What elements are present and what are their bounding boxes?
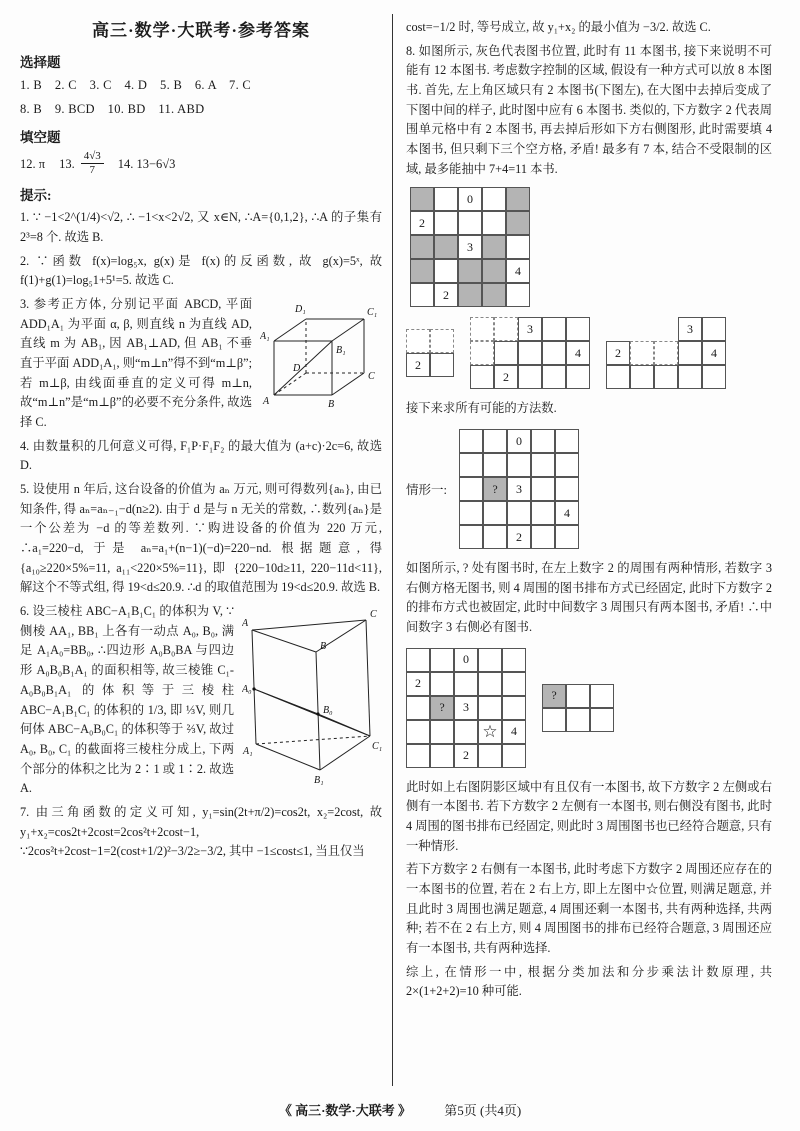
cube-label-b1: B₁ bbox=[336, 345, 346, 357]
grid-cell bbox=[555, 525, 579, 549]
footer-page-number: 第5页 (共4页) bbox=[444, 1103, 522, 1118]
grid-cell bbox=[483, 429, 507, 453]
solution-item-1: 1. ∵ −1<2^(1/4)<√2, ∴ −1<x<2√2, 又 x∈N, ∴A={0,1,2}, ∴A 的子集有 2³=8 个. 故选 B. bbox=[20, 210, 382, 245]
cube-label-c1: C₁ bbox=[367, 307, 378, 319]
left-column bbox=[20, 14, 392, 1086]
grid-cell: 2 bbox=[406, 672, 430, 696]
grid-cell bbox=[566, 708, 590, 732]
grid-cell bbox=[531, 453, 555, 477]
grid-cell bbox=[531, 477, 555, 501]
grid-cell: 3 bbox=[518, 317, 542, 341]
grid-cell: ? bbox=[542, 684, 566, 708]
grid-cell bbox=[482, 235, 506, 259]
grid-cell bbox=[542, 341, 566, 365]
grid-cell bbox=[483, 453, 507, 477]
puzzle-grid-case1 bbox=[459, 429, 579, 549]
solution-item-3 bbox=[20, 295, 382, 433]
grid-cell bbox=[410, 283, 434, 307]
grid-cell bbox=[531, 501, 555, 525]
grid-cell bbox=[434, 187, 458, 211]
grid-cell bbox=[482, 283, 506, 307]
grid-cell bbox=[502, 696, 526, 720]
grid-cell: 4 bbox=[506, 259, 530, 283]
grid-cell bbox=[507, 501, 531, 525]
grid-cell bbox=[506, 235, 530, 259]
grid-cell bbox=[702, 365, 726, 389]
cube-label-d: D bbox=[293, 363, 301, 375]
grid-cell bbox=[702, 317, 726, 341]
grid-cell: 4 bbox=[566, 341, 590, 365]
grid-cell bbox=[482, 187, 506, 211]
section-heading-blank: 填空题 bbox=[20, 130, 61, 145]
grid-cell: 3 bbox=[507, 477, 531, 501]
solution-item-4: 4. 由数量积的几何意义可得, F₁P·F₁F₂ 的最大值为 (a+c)·2c=6, 故选 D. bbox=[20, 438, 382, 473]
prism-label-a: A bbox=[242, 618, 249, 630]
conclusion-paragraph: 综上, 在情形一中, 根据分类加法和分步乘法计数原理, 共 2×(1+2+2)=10 种可能. bbox=[406, 964, 772, 999]
puzzle-grid-shaded-region bbox=[542, 684, 614, 732]
grid-cell bbox=[542, 365, 566, 389]
blank-answers-row bbox=[20, 150, 382, 177]
section-heading-hint: 提示: bbox=[20, 188, 52, 204]
grid-cell bbox=[406, 329, 430, 353]
grid-cell bbox=[430, 720, 454, 744]
grid-cell bbox=[459, 429, 483, 453]
solution-item-2: 2. ∵函数 f(x)=log₅x, g(x)是 f(x)的反函数, 故 g(x)=5ˣ, 故 f(1)+g(1)=log₅1+5¹=5. 故选 C. bbox=[20, 253, 382, 288]
grid-cell bbox=[494, 341, 518, 365]
grid-cell bbox=[459, 525, 483, 549]
cube-label-b: B bbox=[328, 399, 335, 410]
grid-cell bbox=[566, 317, 590, 341]
grid-cell: ☆ bbox=[478, 720, 502, 744]
grid-cell bbox=[482, 259, 506, 283]
right-side-analysis: 若下方数字 2 右侧有一本图书, 此时考虑下方数字 2 周围还应存在的一本图书的位置, 若在 2 右上方, 即上左图中☆位置, 则满足题意, 并且此时 3 周围也满足题意, 4 周围还剩一本图书, 共有两种选择, 共两种; 若不在 2 右上方, 则 4 周围图书的排布已经符合题意, 3 周围还应有一本图书, 共有两种选择. bbox=[406, 862, 772, 956]
grid-cell bbox=[470, 341, 494, 365]
grid-cell bbox=[430, 329, 454, 353]
grid-cell: 2 bbox=[410, 211, 434, 235]
grid-cell bbox=[458, 283, 482, 307]
solution-item-7: 7. 由三角函数的定义可知, y₁=sin(2t+π/2)=cos2t, x₂=2cost, 故 y₁+x₂=cos2t+2cost=2cos²t+2cost−1, ∵2cos²t+2cost−1=2(cost+1/2)²−3/2≥−3/2, 其中 −1≤cost≤1, 当且仅当 bbox=[20, 804, 382, 859]
grid-cell bbox=[555, 453, 579, 477]
answer-13-label: 13. bbox=[59, 156, 75, 171]
answer-14: 14. 13−6√3 bbox=[117, 156, 176, 171]
puzzle-main-figure bbox=[410, 187, 772, 307]
grid-cell bbox=[518, 341, 542, 365]
solution-item-6-text: 6. 设三棱柱 ABC−A₁B₁C₁ 的体积为 V, ∵侧棱 AA₁, BB₁ 上各有一动点 A₀, B₀, 满足 A₁A₀=BB₀, ∴四边形 A₀B₀BA 与四边形 A₀B₀B₁A₁ 的面积相等, 故三棱锥 C₁-A₀B₀B₁A₁ 的体积等于三棱柱 ABC−A₁B₁C₁ 的体积的 1/3, 即 ⅓V, 则几何体 ABC−A₀B₀C₁ 的体积等于 ⅔V, 故过 A₀, B₀, C₁ 的截面将三棱柱分成上, 下两个部分的体积之比为 2∶1 或 1∶2. 故选 A. bbox=[20, 604, 234, 796]
grid-cell bbox=[434, 211, 458, 235]
grid-cell bbox=[478, 672, 502, 696]
grid-cell bbox=[430, 648, 454, 672]
grid-cell bbox=[518, 365, 542, 389]
grid-cell bbox=[459, 501, 483, 525]
choice-answers-line-1: 1. B 2. C 3. C 4. D 5. B 6. A 7. C bbox=[20, 78, 252, 92]
fraction-denominator: 7 bbox=[89, 164, 95, 177]
prism-label-c1: C₁ bbox=[372, 741, 382, 753]
grid-cell bbox=[430, 353, 454, 377]
prism-label-b: B bbox=[320, 641, 327, 653]
grid-cell: 3 bbox=[454, 696, 478, 720]
grid-cell bbox=[590, 708, 614, 732]
grid-cell bbox=[406, 720, 430, 744]
grid-cell: 2 bbox=[507, 525, 531, 549]
grid-cell bbox=[410, 187, 434, 211]
grid-cell bbox=[506, 211, 530, 235]
page-title: 高三·数学·大联考·参考答案 bbox=[91, 21, 310, 40]
solution-item-8: 8. 如图所示, 灰色代表图书位置, 此时有 11 本图书, 接下来说明不可能有 12 本图书. 考虑数字控制的区域, 假设有一种方式可以放 8 本图书. 首先, 左上角区域只有 2 本图书(下图左), 在大图中去掉后变成了下图中间的样子, 此时图中应有 6 本图书. 类似的, 下方数字 2 代表周围单元格中有 2 本图书, 再去掉后形如下方右侧图形, 此时需要填 4 本图书, 但只剩下三个空方格, 矛盾! 最多有 7 本, 结合不受限制的区域, 最多能抽中 7+4=11 本书. bbox=[406, 43, 772, 176]
grid-cell bbox=[434, 259, 458, 283]
grid-cell bbox=[502, 744, 526, 768]
prism-label-b1: B₁ bbox=[314, 775, 324, 787]
grid-cell bbox=[542, 317, 566, 341]
grid-cell bbox=[590, 684, 614, 708]
shaded-region-analysis: 此时如上右图阴影区域中有且仅有一本图书, 故下方数字 2 左侧或右侧有一本图书. 若下方数字 2 左侧有一本图书, 则右侧没有图书, 此时 4 周围的图书排布已经固定, 则此时 3 周围图书也已经符合题意, 只有一种情形. bbox=[406, 779, 772, 853]
grid-cell: ? bbox=[430, 696, 454, 720]
grid-cell: 3 bbox=[458, 235, 482, 259]
grid-cell bbox=[542, 708, 566, 732]
grid-cell bbox=[630, 365, 654, 389]
cube-label-d1: D₁ bbox=[295, 304, 306, 316]
case1-analysis: 如图所示, ? 处有图书时, 在左上数字 2 的周围有两种情形, 若数字 3 右侧方格无图书, 则 4 周围的图书排布方式已经固定, 此时下方数字 2 的排布方式也被固定, 此时中间数字 3 周围只有两本图书, 矛盾! ∴中间数字 3 右侧必有图书. bbox=[406, 561, 772, 635]
grid-cell bbox=[410, 259, 434, 283]
grid-cell bbox=[454, 720, 478, 744]
puzzle-grid-removed-left bbox=[406, 329, 454, 377]
right-column bbox=[392, 14, 772, 1086]
grid-cell bbox=[566, 365, 590, 389]
grid-cell: 4 bbox=[702, 341, 726, 365]
grid-cell: 2 bbox=[606, 341, 630, 365]
grid-cell bbox=[470, 317, 494, 341]
grid-cell: 4 bbox=[555, 501, 579, 525]
answer-13-fraction bbox=[81, 150, 104, 177]
prism-label-a0: A₀ bbox=[242, 684, 252, 696]
grid-cell: ? bbox=[483, 477, 507, 501]
grid-cell bbox=[482, 211, 506, 235]
grid-cell bbox=[678, 365, 702, 389]
grid-cell: 3 bbox=[678, 317, 702, 341]
grid-cell: 2 bbox=[454, 744, 478, 768]
grid-cell bbox=[654, 365, 678, 389]
grid-cell bbox=[406, 648, 430, 672]
cube-figure bbox=[260, 297, 382, 409]
puzzle-grid-removed-right bbox=[606, 317, 726, 389]
fraction-numerator: 4√3 bbox=[81, 150, 104, 164]
grid-cell bbox=[506, 283, 530, 307]
footer bbox=[0, 1100, 800, 1119]
grid-cell bbox=[410, 235, 434, 259]
prism-label-b0: B₀ bbox=[323, 705, 333, 717]
cube-label-c: C bbox=[368, 371, 375, 383]
section-heading-choice: 选择题 bbox=[20, 55, 61, 70]
grid-cell: 4 bbox=[502, 720, 526, 744]
grid-cell bbox=[630, 341, 654, 365]
grid-cell bbox=[506, 187, 530, 211]
grid-cell bbox=[606, 365, 630, 389]
solution-item-6 bbox=[20, 602, 382, 799]
grid-cell bbox=[555, 429, 579, 453]
grid-cell: 2 bbox=[494, 365, 518, 389]
grid-cell bbox=[483, 525, 507, 549]
cube-label-a1: A₁ bbox=[260, 331, 270, 343]
grid-cell bbox=[494, 317, 518, 341]
grid-cell: 2 bbox=[406, 353, 430, 377]
solution-item-5: 5. 设使用 n 年后, 这台设备的价值为 aₙ 万元, 则可得数列{aₙ}, 由已知条件, 得 aₙ=aₙ₋₁−d(n≥2). 由于 d 是与 n 无关的常数, ∴数列{aₙ}是一个公差为 −d 的等差数列. ∵购进设备的价值为 220 万元, ∴a₁=220−d, 于是 aₙ=a₁+(n−1)(−d)=220−nd. 根据题意, 得 {a₁₀≥220×5%=11, a₁₁<220×5%=11}, 即 {220−10d≥11, 220−11d<11}, 解这个不等式组, 得 19<d≤20.9. ∴d 的取值范围为 19<d≤20.9. 故选 B. bbox=[20, 482, 382, 595]
grid-cell bbox=[406, 696, 430, 720]
grid-cell bbox=[430, 744, 454, 768]
grid-cell bbox=[678, 341, 702, 365]
grid-cell bbox=[458, 259, 482, 283]
grid-cell bbox=[459, 477, 483, 501]
methods-caption: 接下来求所有可能的方法数. bbox=[406, 401, 557, 416]
answer-12: 12. π bbox=[20, 156, 46, 171]
grid-cell bbox=[478, 744, 502, 768]
cube-label-a: A bbox=[263, 396, 270, 408]
puzzle-grid-removed-middle bbox=[470, 317, 590, 389]
prism-label-a1: A₁ bbox=[243, 746, 253, 758]
footer-book-title: 《 高三·数学·大联考 》 bbox=[278, 1103, 411, 1118]
grid-cell bbox=[531, 429, 555, 453]
grid-cell bbox=[531, 525, 555, 549]
grid-cell bbox=[478, 648, 502, 672]
case1-figure-row bbox=[406, 429, 772, 549]
grid-cell bbox=[483, 501, 507, 525]
prism-figure bbox=[242, 604, 382, 786]
grid-cell bbox=[434, 235, 458, 259]
grid-cell bbox=[555, 477, 579, 501]
grid-cell: 0 bbox=[454, 648, 478, 672]
grid-cell bbox=[430, 672, 454, 696]
grid-cell bbox=[478, 696, 502, 720]
grid-cell: 0 bbox=[458, 187, 482, 211]
grid-cell bbox=[406, 744, 430, 768]
solution-item-3-text: 3. 参考正方体, 分别记平面 ABCD, 平面 ADD₁A₁ 为平面 α, β, 则直线 n 为直线 AD, 直线 m 为 AB₁, 因 AB₁⊥AD, 但 AB₁ 不垂直于平面 ADD₁A₁, 则“m⊥n”得不到“m⊥β”; 若 m⊥β, 由线面垂直的定义可得 m⊥n, 故“m⊥n”是“m⊥β”的必要不充分条件, 故选择 C. bbox=[20, 297, 252, 430]
case1-label: 情形一: bbox=[406, 483, 447, 498]
puzzle-removed-figures-row bbox=[406, 317, 772, 389]
grid-cell bbox=[454, 672, 478, 696]
puzzle-grid-main bbox=[410, 187, 530, 307]
grid-cell: 2 bbox=[434, 283, 458, 307]
case2-figure-row bbox=[406, 648, 772, 768]
grid-cell bbox=[507, 453, 531, 477]
grid-cell: 0 bbox=[507, 429, 531, 453]
solution-item-7-continued: cost=−1/2 时, 等号成立, 故 y₁+x₂ 的最小值为 −3/2. 故选 C. bbox=[406, 20, 711, 34]
grid-cell bbox=[654, 341, 678, 365]
grid-cell bbox=[459, 453, 483, 477]
grid-cell bbox=[502, 672, 526, 696]
grid-cell bbox=[502, 648, 526, 672]
puzzle-grid-case2 bbox=[406, 648, 526, 768]
choice-answers-line-2: 8. B 9. BCD 10. BD 11. ABD bbox=[20, 102, 205, 116]
grid-cell bbox=[470, 365, 494, 389]
grid-cell bbox=[458, 211, 482, 235]
prism-label-c: C bbox=[370, 609, 377, 621]
grid-cell bbox=[566, 684, 590, 708]
